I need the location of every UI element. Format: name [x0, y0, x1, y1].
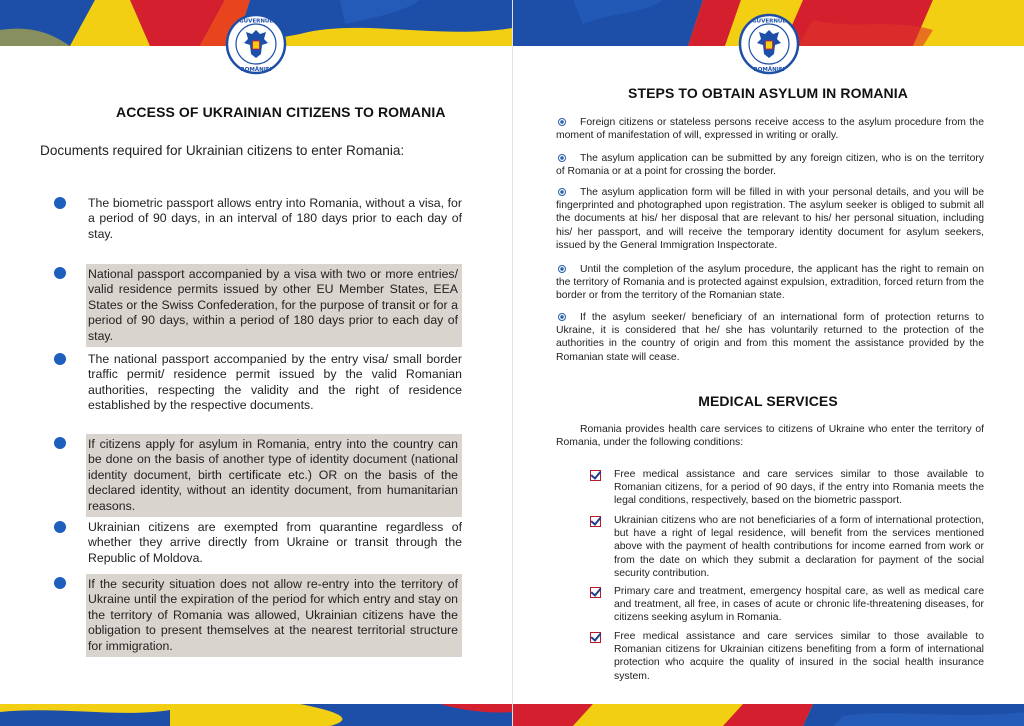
government-emblem-icon — [737, 12, 801, 76]
bullet-icon — [558, 118, 566, 126]
svg-text:GUVERNUL: GUVERNUL — [239, 18, 273, 25]
asylum-step — [556, 311, 984, 364]
bullet-icon — [54, 521, 66, 533]
medical-item-text: Primary care and treatment, emergency hospital care, as well as medical care and treatment, all free, in cases of acute or chronic life-threatening diseases, for citizens seeking asylum in Romania. — [614, 586, 984, 624]
medical-title: MEDICAL SERVICES — [698, 393, 838, 409]
documents-subtitle: Documents required for Ukrainian citizens to enter Romania: — [40, 143, 405, 158]
document-item-text: The biometric passport allows entry into Romania, without a visa, for a period of 90 days, in an interval of 180 days prior to each day of stay. — [88, 196, 462, 241]
document-item-text: National passport accompanied by a visa with two or more entries/ valid residence permits issued by other EU Member States, EEA States or the Swiss Confederation, for the purpose of transit or for a period of 90 days, within a period of 180 days prior to each day of stay. — [86, 264, 462, 347]
bullet-icon — [54, 437, 66, 449]
svg-text:GUVERNUL: GUVERNUL — [751, 18, 786, 25]
checkbox-icon — [590, 632, 601, 643]
asylum-step — [556, 152, 984, 178]
medical-intro: Romania provides health care services to citizens of Ukraine who enter the territory of Romania, under the following conditions: — [556, 424, 984, 449]
checkbox-icon — [590, 587, 601, 598]
bullet-icon — [54, 267, 66, 279]
asylum-step — [556, 186, 984, 252]
asylum-step — [556, 263, 984, 303]
medical-item-text: Free medical assistance and care services similar to those available to Romanian citizens, for a period of 90 days, if the entry into Romania meets the legal conditions, respectively, based on the biometric passport. — [614, 469, 984, 507]
flag-band-bottom — [0, 704, 512, 726]
asylum-step-text: If the asylum seeker/ beneficiary of an international form of protection returns to Ukraine, it is considered that he/ she has voluntarily returned to the protection of the authorities in the country of origin and from this moment the assistance provided by the Romanian state will cease. — [556, 312, 984, 363]
bullet-icon — [54, 577, 66, 589]
bullet-icon — [54, 353, 66, 365]
bullet-icon — [54, 197, 66, 209]
document-item-text: If citizens apply for asylum in Romania, entry into the country can be done on the basis of another type of identity document (national identity document, birth certificate etc.) OR on the basis of the declared identity, without an identity document, from humanitarian reasons. — [86, 434, 462, 517]
left-page-title: ACCESS OF UKRAINIAN CITIZENS TO ROMANIA — [116, 104, 446, 120]
asylum-step-text: Until the completion of the asylum procedure, the applicant has the right to remain on the territory of Romania and is protected against expulsion, extradition, forced return from the border or from the territory of the Romanian state. — [556, 264, 984, 302]
bullet-icon — [558, 188, 566, 196]
svg-text:ROMÂNIEI: ROMÂNIEI — [752, 67, 785, 73]
document-item-text: The national passport accompanied by the entry visa/ small border traffic permit/ residence permit issued by the valid Romanian authorities, respecting the validity and the right of residence established by the respective documents. — [88, 352, 462, 413]
government-emblem-icon — [224, 12, 288, 76]
document-item-text: Ukrainian citizens are exempted from quarantine regardless of whether they arrive directly from Ukraine or transit through the Republic of Moldova. — [88, 520, 462, 565]
document-item-text: If the security situation does not allow re-entry into the territory of Ukraine until the expiration of the period for which entry and stay on the territory of Romania was allowed, Ukrainian citizens have the obligation to present themselves at the nearest territorial structure for immigration. — [86, 574, 462, 657]
checkbox-icon — [590, 516, 601, 527]
svg-text:ROMÂNIEI: ROMÂNIEI — [240, 67, 272, 73]
asylum-title: STEPS TO OBTAIN ASYLUM IN ROMANIA — [628, 85, 908, 101]
bullet-icon — [558, 313, 566, 321]
bullet-icon — [558, 154, 566, 162]
medical-item-text: Free medical assistance and care services similar to those available to Romanian citizens for Ukrainian citizens benefiting from a form of international protection who acquire the quality of insured in the social health insurance system. — [614, 631, 984, 682]
checkbox-icon — [590, 470, 601, 481]
bullet-icon — [558, 265, 566, 273]
asylum-step-text: The asylum application can be submitted by any foreign citizen, who is on the territory of Romania or at a point for crossing the border. — [556, 153, 984, 178]
asylum-step-text: The asylum application form will be filled in with your personal details, and you will be fingerprinted and photographed upon registration. The asylum seeker is obliged to submit all the documents at his/ her disposal that are relevant to his/ her personal situation, including his/ her passport, and will receive the temporary identity document for asylum seekers, issued by the General Immigration Inspectorate. — [556, 187, 984, 251]
asylum-step-text: Foreign citizens or stateless persons receive access to the asylum procedure from the moment of manifestation of will, expressed in writing or orally. — [556, 117, 984, 142]
flag-band-bottom — [513, 704, 1024, 726]
asylum-step — [556, 116, 984, 142]
medical-item-text: Ukrainian citizens who are not beneficiaries of a form of international protection, but have a right of legal residence, will benefit from the services mentioned above with the payment of health contributions for income earned from work or from the date on which they submit a declaration for payment of the social security contribution. — [614, 515, 984, 579]
